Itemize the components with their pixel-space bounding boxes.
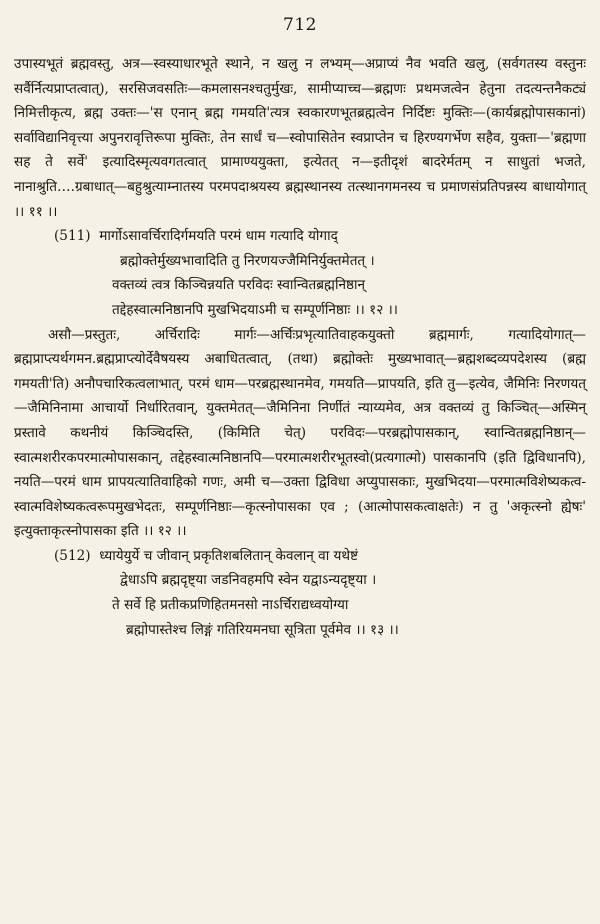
verse-512-number: (512) xyxy=(54,547,91,564)
page-number: 712 xyxy=(283,15,317,35)
verse-512-text-1: ध्यायेयुर्ये च जीवान् प्रकृतिशबलितान् केवलान् वा यथेष्टं xyxy=(99,547,359,564)
verse-511-line-2: ब्रह्मोक्तेर्मुख्यभावादिति तु निरणयज्जैमिनिर्युक्तमेतत् । xyxy=(120,252,375,269)
verse-512-line-2: द्वेधाऽपि ब्रह्मदृष्ट्या जडनिवहमपि स्वेन यद्वाऽन्यदृष्ट्या । xyxy=(120,572,377,589)
commentary-paragraph-11: उपास्यभूतं ब्रह्मवस्तु, अत्र—स्वस्याधारभूते स्थाने, न खलु न लभ्यम्—अप्राप्यं नैव भवति खलु, (सर्वगतस्य वस्तुनः सर्वैर्नित्यप्राप्तत्वात्), सरसिजवसतिः—कमलासनश्चतुर्मुखः, सामीप्याच्च—ब्रह्मणः प्रथमजत्वेन हेतुना तदत्यन्तनैकट्यं निमित्तीकृत्य, ब्रह्म उक्तः—'स एनान् ब्रह्म गमयति'त्यत्र स्वकारणभूतब्रह्मत्वेन निर्दिष्टः मुक्तिः—(कार्यब्रह्मोपासकानां) सर्वाविद्यानिवृत्त्या अपुनरावृत्तिरूपा मुक्तिः, तेन सार्धं च—स्वोपासितेन स्वप्राप्तेन च हिरण्यगर्भेण सहैव, युक्ता—'ब्रह्मणा सह ते सर्वे' इत्यादिस्मृत्यवगतत्वात् प्रामाण्ययुक्ता, इत्येतत् न—इतीदृशं बादरेर्मतम् न साधुतां भजते, नानाश्रुति….ग्रबाधात्—बहुश्रुत्याम्नातस्य परमपदाश्रयस्य ब्रह्मस्थानस्य तत्स्थानगमनस्य च प्रमाणसंप्रतिपन्नस्य बाधायोगात् ।। ११ ।। xyxy=(14,56,586,220)
verse-511-line-4: तद्देहस्वात्मनिष्ठानपि मुखभिदयाऽमी च सम्पूर्णनिष्ठाः ।। १२ ।। xyxy=(112,301,398,318)
verse-511-line-1 xyxy=(14,224,586,249)
verse-512-line-3: ते सर्वे हि प्रतीकप्रणिहितमनसो नाऽर्चिराद्यध्वयोग्या xyxy=(112,597,349,614)
verse-511 xyxy=(14,224,586,322)
verse-512-line-4: ब्रह्मोपास्तेश्च लिङ्गं गतिरियमनघा सूत्रिता पूर्वमेव ।। १३ ।। xyxy=(126,621,399,638)
verse-511-text-1: मार्गोऽसावर्चिरादिर्गमयति परमं धाम गत्यादि योगाद् xyxy=(99,228,338,245)
verse-512 xyxy=(14,544,586,642)
verse-511-number: (511) xyxy=(54,228,91,245)
verse-511-line-3: वक्तव्यं त्वत्र किञ्चिन्नयति परविदः स्वान्वितब्रह्मनिष्ठान् xyxy=(112,277,366,294)
commentary-paragraph-12: असौ—प्रस्तुतः, अर्चिरादिः मार्गः—अर्चिःप्रभृत्यातिवाहकयुक्तो ब्रह्ममार्गः, गत्यादियोगात्—ब्रह्मप्राप्त्यर्थगमन.ब्रह्मप्राप्त्योर्देवैषयस्य अबाधितत्वात्, (तथा) ब्रह्मोक्तेः मुख्यभावात्—ब्रह्मशब्दव्यपदेशस्य (ब्रह्म गमयती'ति) अनौपचारिकत्वलाभात्, परमं धाम—परब्रह्मस्थानमेव, गमयति—प्रापयति, इति तु—इत्येव, जैमिनिः निरणयत्—जैमिनिनामा आचार्यो निर्धारितवान्, युक्तमेतत्—जैमिनिना निर्णीतं न्याय्यमेव, अत्र वक्तव्यं तु किञ्चित्—अस्मिन् प्रस्तावे कथनीयं किञ्चिदस्ति, (किमिति चेत्) परविदः—परब्रह्मोपासकान्, स्वान्वितब्रह्मनिष्ठान्—स्वात्मशरीरकपरमात्मोपासकान्, तद्देहस्वात्मनिष्ठानपि—परमात्मशरीरभूतस्वो(प्रत्यगात्मो) पासकानपि (इति द्विविधानपि), नयति—परमं धाम प्रापयत्यातिवाहिको गणः, अमी च—उक्ता द्विविधा अप्युपासकाः, मुखभिदया—परमात्मविशेष्यकत्व-स्वात्मविशेष्यकत्वरूपमुखभेदतः, सम्पूर्णनिष्ठाः—कृत्स्नोपासका एव ; (आत्मोपासकत्वाक्षतेः) न तु 'अकृत्स्नो ह्येषः' इत्युक्ताकृत्स्नोपासका इति ।। १२ ।। xyxy=(14,326,586,540)
verse-512-line-1 xyxy=(14,544,586,569)
